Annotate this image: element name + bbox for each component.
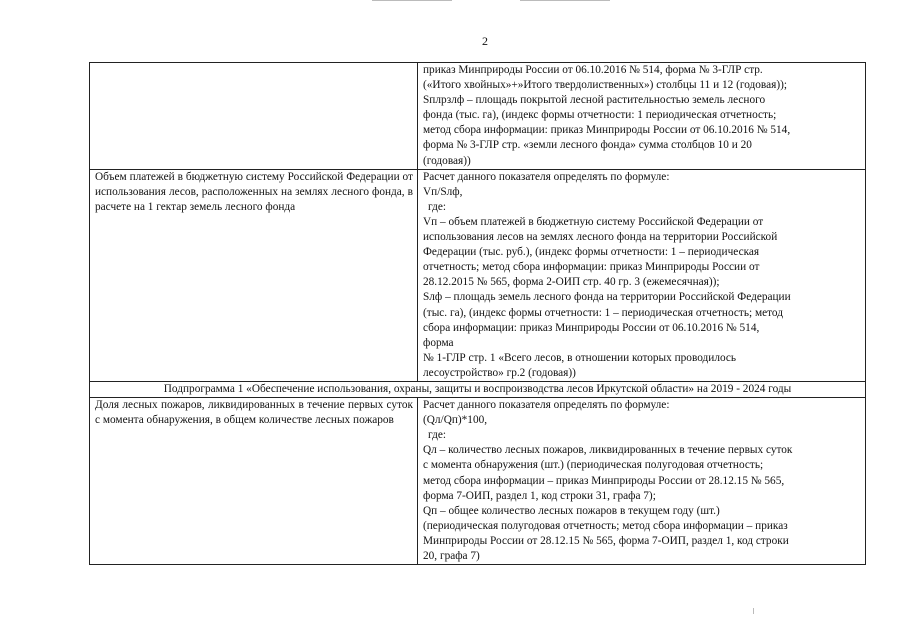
text-line: отчетность; метод сбора информации: приказ Минприроды России от — [423, 261, 760, 274]
text-line: 28.12.2015 № 565, форма 2-ОИП стр. 40 гр. 3 (ежемесячная)); — [423, 276, 720, 289]
text-line: («Итого хвойных»+»Итого твердолиственных») столбцы 11 и 12 (годовая)); — [423, 79, 787, 92]
text-line: Qп – общее количество лесных пожаров в текущем году (шт.) — [423, 504, 720, 517]
text-line: (годовая)) — [423, 154, 471, 167]
text-line: форма — [423, 336, 454, 349]
indicator-name-cell: Объем платежей в бюджетную систему Российской Федерации от использования лесов, расположенных на землях лесного фонда, в расчете на 1 гектар земель лесного фонда — [90, 169, 418, 381]
text-line: 20, графа 7) — [423, 550, 480, 562]
text-line: использования лесов на землях лесного фонда на территории Российской — [423, 231, 778, 244]
table-row — [90, 169, 866, 381]
text-line: лесоустройство» гр.2 (годовая)) — [423, 366, 576, 379]
text-line: (тыс. га), (индекс формы отчетности: 1 – периодическая отчетность; метод — [423, 306, 783, 319]
text-line: Минприроды России от 28.12.15 № 565, форма 7-ОИП, раздел 1, код строки — [423, 534, 789, 547]
text-line: фонда (тыс. га), (индекс формы отчетности: 1 периодическая отчетность; — [423, 109, 777, 122]
subprogram-row — [90, 381, 866, 397]
text-line: где: — [428, 429, 446, 442]
indicator-name-cell: Доля лесных пожаров, ликвидированных в течение первых суток с момента обнаружения, в общем количестве лесных пожаров — [90, 398, 418, 565]
calculation-method-cell — [418, 63, 866, 170]
text-line: приказ Минприроды России от 06.10.2016 № 514, форма № 3-ГЛР стр. — [423, 64, 763, 76]
calculation-method-cell — [418, 169, 866, 381]
text-line: метод сбора информации: приказ Минприроды России от 06.10.2016 № 514, — [423, 124, 791, 137]
text-line: форма № 3-ГЛР стр. «земли лесного фонда» сумма столбцов 10 и 20 — [423, 139, 752, 152]
text-line: Sплрзлф – площадь покрытой лесной растительностью земель лесного — [423, 94, 766, 107]
text-line: сбора информации: приказ Минприроды России от 06.10.2016 № 514, — [423, 321, 760, 334]
formula-line: Vп/Sлф, — [423, 185, 463, 198]
text-line: Qл – количество лесных пожаров, ликвидированных в течение первых суток — [423, 444, 793, 457]
scan-artifact-dot — [753, 608, 754, 614]
subprogram-title: Подпрограмма 1 «Обеспечение использования, охраны, защиты и воспроизводства лесов Иркутской области» на 2019 - 2024 годы — [90, 381, 866, 397]
scan-artifact-top-right — [520, 0, 610, 1]
text-line: форма 7-ОИП, раздел 1, код строки 31, графа 7); — [423, 489, 656, 502]
text-line: Sлф – площадь земель лесного фонда на территории Российской Федерации — [423, 291, 791, 304]
text-line: (периодическая полугодовая отчетность; метод сбора информации – приказ — [423, 519, 788, 532]
text-line: с момента обнаружения (шт.) (периодическая полугодовая отчетность; — [423, 459, 764, 472]
text-line: № 1-ГЛР стр. 1 «Всего лесов, в отношении которых проводилось — [423, 351, 737, 364]
table-row — [90, 398, 866, 565]
text-line: Расчет данного показателя определять по формуле: — [423, 170, 670, 183]
text-line: метод сбора информации – приказ Минприроды России от 28.12.15 № 565, — [423, 474, 785, 487]
page-number: 2 — [482, 34, 488, 48]
calculation-method-cell — [418, 398, 866, 565]
text-line: Федерации (тыс. руб.), (индекс формы отчетности: 1 – периодическая — [423, 246, 760, 259]
text-line: где: — [428, 200, 446, 213]
text-line: Vп – объем платежей в бюджетную систему Российской Федерации от — [423, 215, 764, 228]
table-row — [90, 63, 866, 170]
scan-artifact-top — [372, 0, 452, 1]
text-line: Расчет данного показателя определять по формуле: — [423, 399, 670, 412]
indicator-name-cell — [90, 63, 418, 170]
formula-line: (Qл/Qп)*100, — [423, 414, 488, 427]
indicators-table — [89, 62, 866, 565]
